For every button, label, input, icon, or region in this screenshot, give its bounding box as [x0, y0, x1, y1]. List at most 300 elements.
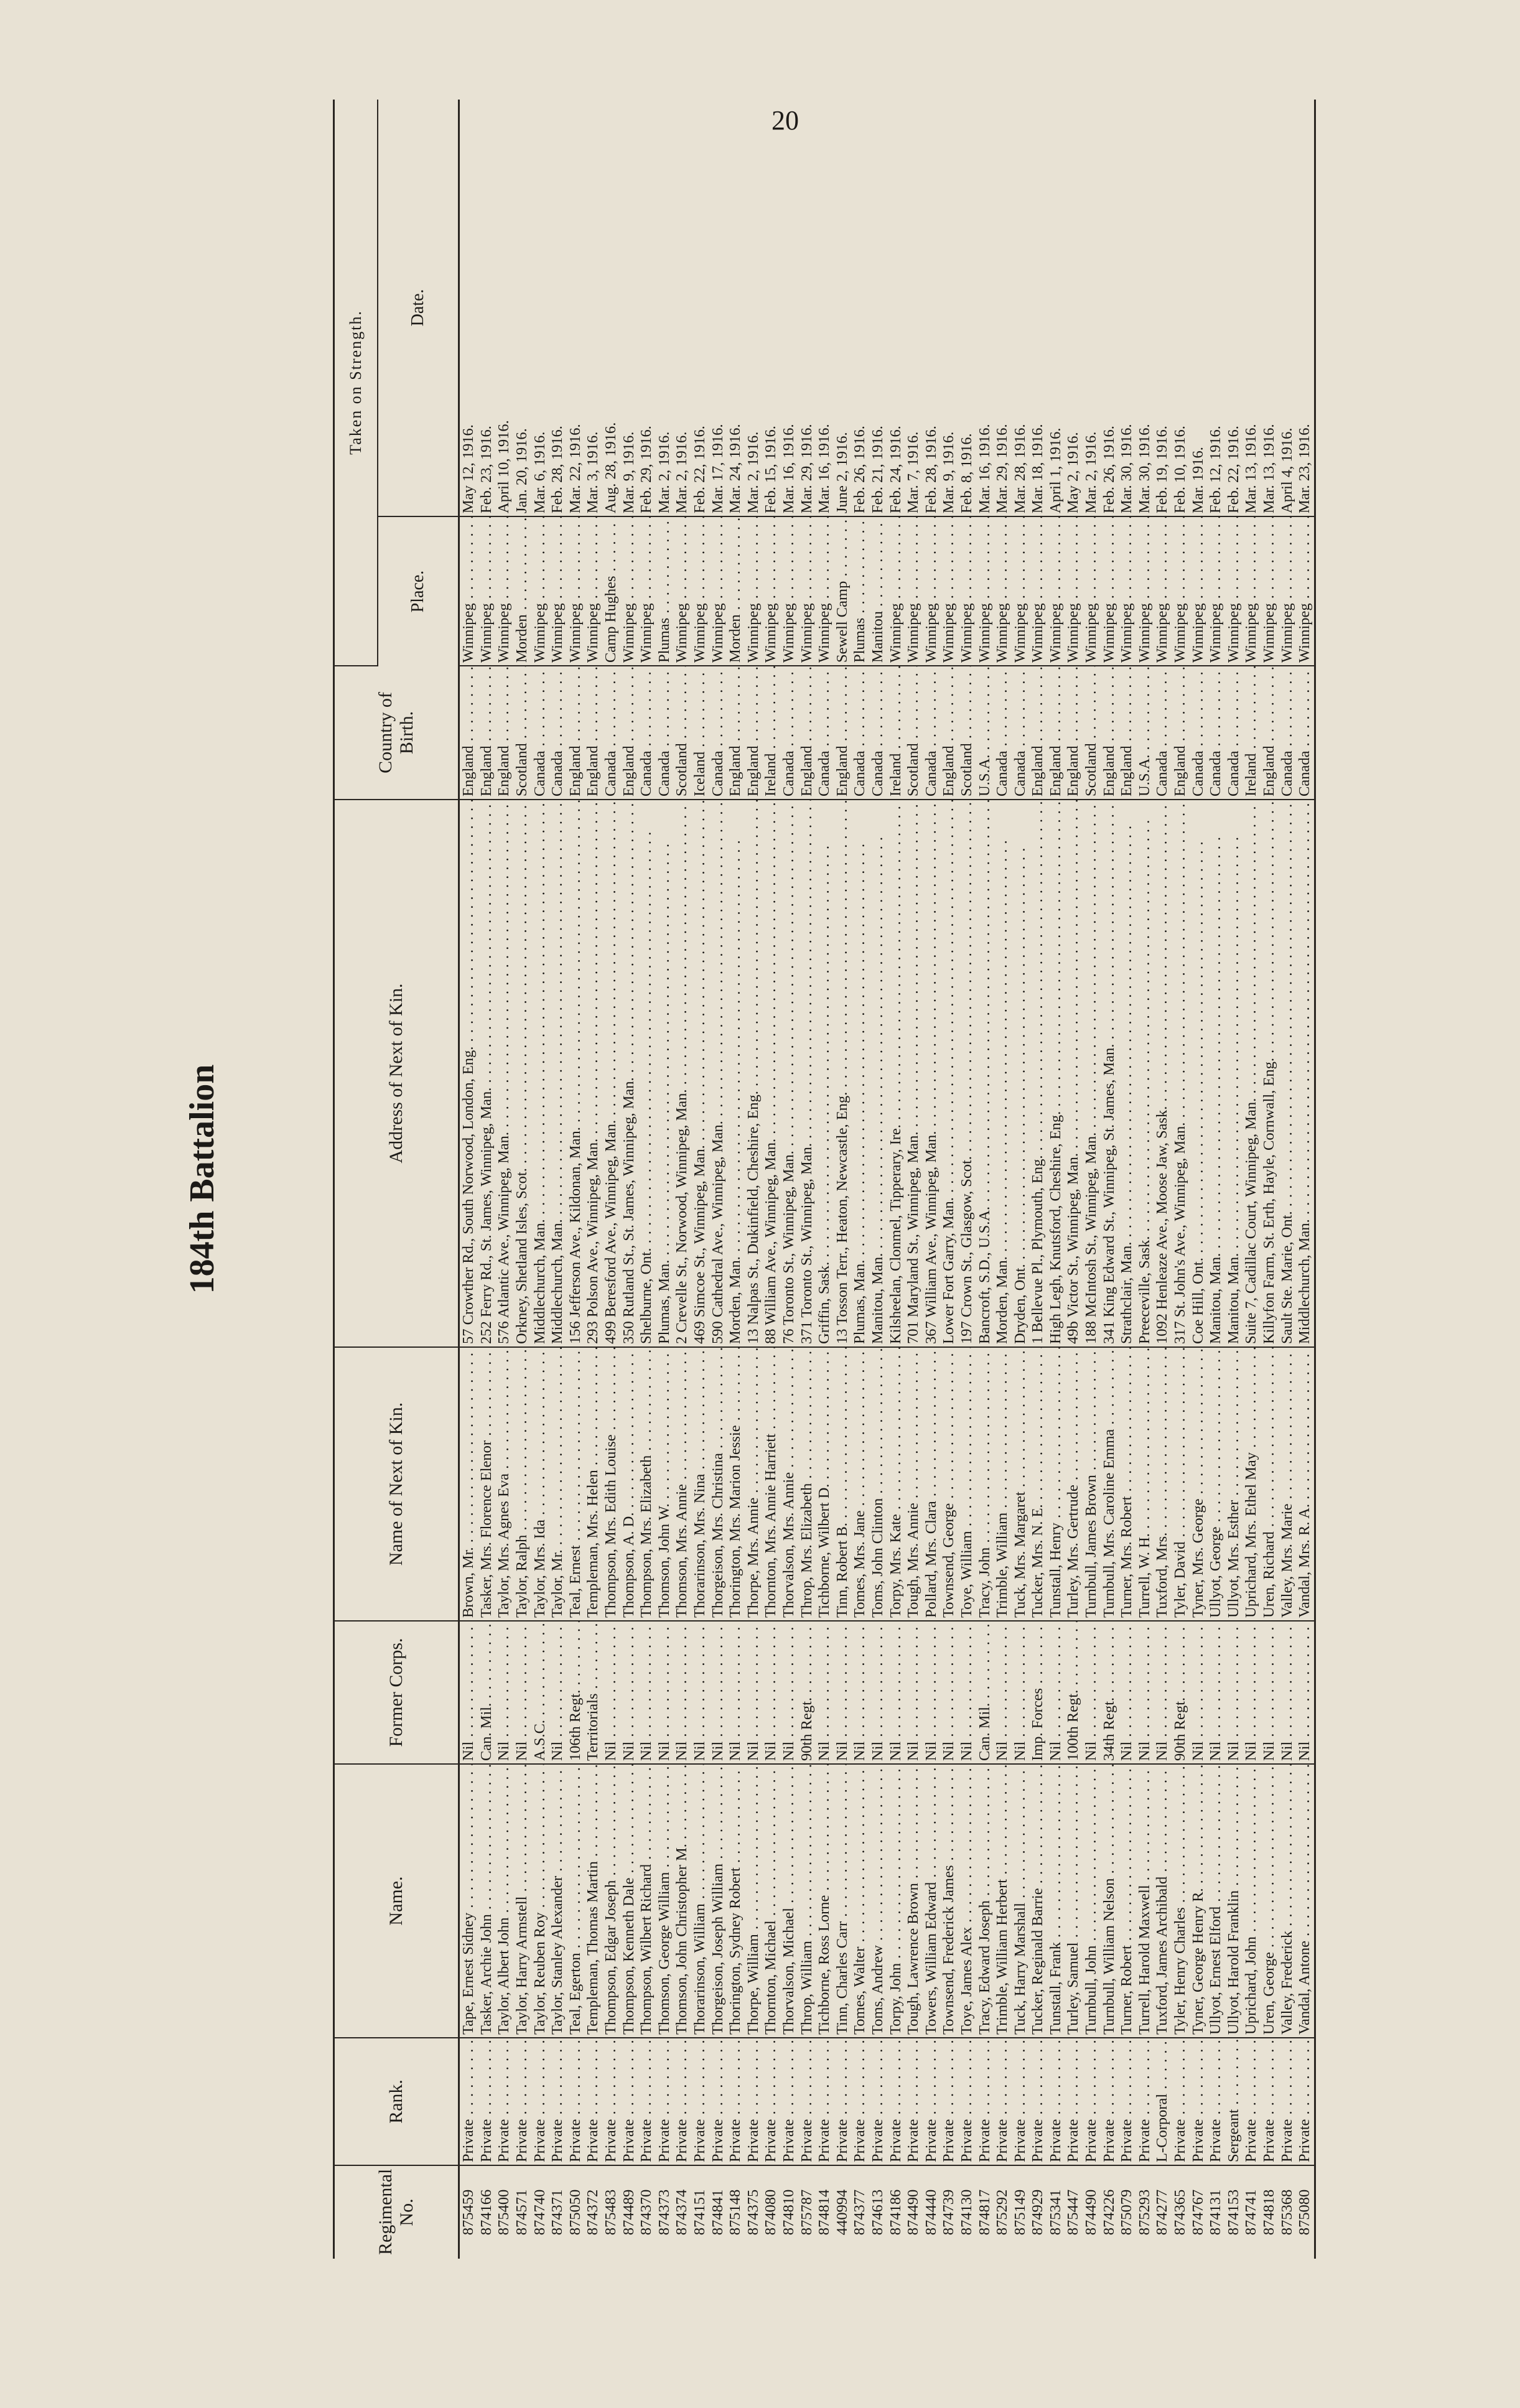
cell-next-of-kin: Vandal, Mrs. R. A. . . .: [1296, 1347, 1315, 1621]
cell-next-of-kin: Tucker, Mrs. N. E. . . .: [1029, 1347, 1047, 1621]
cell-place: Winnipeg . . .: [762, 516, 780, 666]
cell-place: Winnipeg . . .: [1047, 516, 1065, 666]
cell-date: Mar. 29, 1916.: [994, 100, 1012, 516]
cell-regimental-no: 875050: [566, 2189, 584, 2236]
cell-country-of-birth: England . . .: [940, 666, 958, 800]
cell-regimental-no: 875447: [1065, 2189, 1082, 2236]
table-row: [1029, 100, 1047, 2259]
cell-address: 197 Crown St., Glasgow, Scot. . . .: [958, 800, 976, 1347]
cell-date: Feb. 28, 1916.: [549, 100, 567, 516]
cell-regimental-no: 874370: [638, 2189, 655, 2236]
cell-name: Tinn, Charles Carr . . .: [833, 1764, 851, 2038]
table-row: [495, 100, 513, 2259]
cell-next-of-kin: Thorvalson, Mrs. Annie . . .: [780, 1347, 798, 1621]
cell-date: Mar. 2, 1916.: [673, 100, 691, 516]
cell-date: Feb. 8, 1916.: [958, 100, 976, 516]
cell-country-of-birth: England . . .: [620, 666, 638, 800]
cell-country-of-birth: England . . .: [727, 666, 745, 800]
cell-name: Tasker, Archie John . . .: [478, 1764, 496, 2038]
cell-place: Winnipeg . . .: [478, 516, 496, 666]
cell-next-of-kin: Tuck, Mrs. Margaret . . .: [1011, 1347, 1029, 1621]
cell-name: Ullyot, Ernest Elford . . .: [1207, 1764, 1225, 2038]
cell-address: 576 Atlantic Ave., Winnipeg, Man. . . .: [495, 800, 513, 1347]
cell-place: Plumas . . .: [656, 516, 674, 666]
cell-country-of-birth: Canada . . .: [994, 666, 1012, 800]
cell-date: April 1, 1916.: [1047, 100, 1065, 516]
cell-next-of-kin: Tuxford, Mrs. . . .: [1154, 1347, 1172, 1621]
cell-regimental-no: 874490: [905, 2189, 922, 2236]
cell-next-of-kin: Toye, William . . .: [958, 1347, 976, 1621]
cell-rank: Private . . .: [816, 2038, 834, 2165]
cell-country-of-birth: England . . .: [1118, 666, 1136, 800]
cell-name: Thompson, Edgar Joseph . . .: [602, 1764, 620, 2038]
table-row: [1261, 100, 1279, 2259]
cell-name: Throp, William . . .: [798, 1764, 816, 2038]
header-date: Date.: [378, 100, 459, 516]
cell-rank: Private . . .: [1011, 2038, 1029, 2165]
table-row: [745, 100, 763, 2259]
cell-former-corps: 100th Regt. . . .: [1065, 1621, 1083, 1764]
cell-regimental-no: 875368: [1278, 2189, 1295, 2236]
cell-rank: Private . . .: [673, 2038, 691, 2165]
cell-country-of-birth: Ireland . . .: [1243, 666, 1261, 800]
cell-address: Middlechurch, Man. . . .: [531, 800, 549, 1347]
cell-next-of-kin: Trimble, William . . .: [994, 1347, 1012, 1621]
cell-name: Tape, Ernest Sidney . . .: [459, 1764, 478, 2038]
cell-date: May 12, 1916.: [459, 100, 478, 516]
cell-address: 1 Bellevue Pl., Plymouth, Eng. . . .: [1029, 800, 1047, 1347]
header-name: Name.: [334, 1764, 459, 2038]
cell-country-of-birth: Canada . . .: [1278, 666, 1296, 800]
cell-name: Thorgeison, Joseph William . . .: [709, 1764, 727, 2038]
cell-rank: Private . . .: [549, 2038, 567, 2165]
cell-rank: Private . . .: [940, 2038, 958, 2165]
cell-date: Mar. 16, 1916.: [976, 100, 994, 516]
cell-name: Thorpe, William . . .: [745, 1764, 763, 2038]
cell-former-corps: Nil . . .: [1225, 1621, 1243, 1764]
cell-place: Winnipeg . . .: [1296, 516, 1315, 666]
cell-place: Winnipeg . . .: [958, 516, 976, 666]
cell-place: Winnipeg . . .: [1029, 516, 1047, 666]
cell-date: Jan. 20, 1916.: [513, 100, 531, 516]
cell-next-of-kin: Throp, Mrs. Elizabeth . . .: [798, 1347, 816, 1621]
cell-former-corps: Nil . . .: [1296, 1621, 1315, 1764]
cell-rank: Sergeant . . .: [1225, 2038, 1243, 2165]
cell-country-of-birth: England . . .: [1029, 666, 1047, 800]
cell-name: Thorington, Sydney Robert . . .: [727, 1764, 745, 2038]
cell-name: Uren, George . . .: [1261, 1764, 1279, 2038]
cell-former-corps: 34th Regt. . . .: [1100, 1621, 1118, 1764]
cell-next-of-kin: Thornton, Mrs. Annie Harriett . . .: [762, 1347, 780, 1621]
cell-country-of-birth: Canada . . .: [709, 666, 727, 800]
nominal-roll-table: [333, 100, 1316, 2259]
cell-date: Feb. 29, 1916.: [638, 100, 656, 516]
cell-next-of-kin: Brown, Mr. . . .: [459, 1347, 478, 1621]
cell-regimental-no: 875483: [602, 2189, 620, 2236]
page-number: 20: [772, 105, 799, 136]
cell-former-corps: Nil . . .: [459, 1621, 478, 1764]
cell-regimental-no: 874277: [1154, 2189, 1171, 2236]
table-row: [887, 100, 905, 2259]
cell-former-corps: Nil . . .: [495, 1621, 513, 1764]
table-row: [1189, 100, 1207, 2259]
cell-country-of-birth: England . . .: [1261, 666, 1279, 800]
cell-former-corps: Nil . . .: [940, 1621, 958, 1764]
cell-next-of-kin: Tinn, Robert B. . . .: [833, 1347, 851, 1621]
table-row: [1136, 100, 1154, 2259]
cell-date: Mar. 1916.: [1189, 100, 1207, 516]
table-row: [869, 100, 887, 2259]
cell-rank: Private . . .: [513, 2038, 531, 2165]
cell-name: Thornton, Michael . . .: [762, 1764, 780, 2038]
cell-regimental-no: 874440: [922, 2189, 940, 2236]
cell-former-corps: Nil . . .: [887, 1621, 905, 1764]
cell-regimental-no: 875148: [727, 2189, 744, 2236]
cell-name: Thompson, Kenneth Dale . . .: [620, 1764, 638, 2038]
cell-next-of-kin: Toms, John Clinton . . .: [869, 1347, 887, 1621]
cell-next-of-kin: Tyner, Mrs. George . . .: [1189, 1347, 1207, 1621]
cell-next-of-kin: Thorgeison, Mrs. Christina . . .: [709, 1347, 727, 1621]
cell-place: Winnipeg . . .: [798, 516, 816, 666]
cell-place: Winnipeg . . .: [691, 516, 709, 666]
cell-address: 350 Rutland St., St. James, Winnipeg, Man. . . .: [620, 800, 638, 1347]
cell-next-of-kin: Townsend, George . . .: [940, 1347, 958, 1621]
cell-date: April 10, 1916.: [495, 100, 513, 516]
cell-next-of-kin: Turnbull, Mrs. Caroline Emma . . .: [1100, 1347, 1118, 1621]
cell-date: Feb. 22, 1916.: [1225, 100, 1243, 516]
cell-regimental-no: 874377: [851, 2189, 869, 2236]
cell-country-of-birth: Canada . . .: [816, 666, 834, 800]
cell-name: Tuxford, James Archibald . . .: [1154, 1764, 1172, 2038]
cell-regimental-no: 874131: [1207, 2189, 1224, 2236]
cell-place: Winnipeg . . .: [1172, 516, 1190, 666]
cell-next-of-kin: Tough, Mrs. Annie . . .: [905, 1347, 923, 1621]
cell-country-of-birth: Canada . . .: [531, 666, 549, 800]
cell-rank: Private . . .: [1029, 2038, 1047, 2165]
cell-regimental-no: 874153: [1224, 2189, 1242, 2236]
cell-name: Trimble, William Herbert . . .: [994, 1764, 1012, 2038]
cell-regimental-no: 874740: [531, 2189, 548, 2236]
cell-rank: Private . . .: [780, 2038, 798, 2165]
cell-regimental-no: 874818: [1261, 2189, 1278, 2236]
cell-former-corps: Nil . . .: [1011, 1621, 1029, 1764]
cell-country-of-birth: Scotland . . .: [673, 666, 691, 800]
cell-former-corps: Nil . . .: [816, 1621, 834, 1764]
cell-rank: Private . . .: [478, 2038, 496, 2165]
cell-place: Winnipeg . . .: [1207, 516, 1225, 666]
table-row: [1065, 100, 1083, 2259]
cell-country-of-birth: Scotland . . .: [1083, 666, 1101, 800]
cell-address: High Legh, Knutsford, Cheshire, Eng. . . .: [1047, 800, 1065, 1347]
cell-name: Torpy, John . . .: [887, 1764, 905, 2038]
cell-rank: Private . . .: [745, 2038, 763, 2165]
cell-name: Toye, James Alex . . .: [958, 1764, 976, 2038]
cell-regimental-no: 874817: [976, 2189, 993, 2236]
cell-address: 2 Crevelle St., Norwood, Winnipeg, Man. . . .: [673, 800, 691, 1347]
cell-regimental-no: 874814: [816, 2189, 833, 2236]
cell-place: Winnipeg . . .: [459, 516, 478, 666]
cell-address: Kilsheelan, Clonmel, Tipperary, Ire. . . .: [887, 800, 905, 1347]
cell-former-corps: Nil . . .: [958, 1621, 976, 1764]
cell-date: Feb. 26, 1916.: [1100, 100, 1118, 516]
table-row: [833, 100, 851, 2259]
cell-country-of-birth: England . . .: [567, 666, 585, 800]
cell-date: Mar. 6, 1916.: [531, 100, 549, 516]
cell-next-of-kin: Thompson, Mrs. Elizabeth . . .: [638, 1347, 656, 1621]
cell-date: Mar. 17, 1916.: [709, 100, 727, 516]
battalion-title: 184th Battalion: [183, 1064, 221, 1294]
cell-former-corps: Nil . . .: [745, 1621, 763, 1764]
header-regimental-no: Regimental No.: [375, 2168, 417, 2255]
cell-country-of-birth: Ireland . . .: [887, 666, 905, 800]
cell-rank: Private . . .: [727, 2038, 745, 2165]
table-row: [994, 100, 1012, 2259]
cell-regimental-no: 875292: [994, 2189, 1011, 2236]
cell-regimental-no: 874371: [549, 2189, 566, 2236]
cell-place: Camp Hughes . . .: [602, 516, 620, 666]
cell-next-of-kin: Tunstall, Henry . . .: [1047, 1347, 1065, 1621]
cell-name: Tyler, Henry Charles . . .: [1172, 1764, 1190, 2038]
cell-next-of-kin: Ullyot, Mrs. Esther . . .: [1225, 1347, 1243, 1621]
cell-rank: Private . . .: [567, 2038, 585, 2165]
cell-former-corps: Can. Mil. . . .: [478, 1621, 496, 1764]
cell-name: Tomes, Walter . . .: [851, 1764, 869, 2038]
cell-regimental-no: 875459: [460, 2189, 477, 2236]
cell-country-of-birth: England . . .: [745, 666, 763, 800]
cell-name: Towers, William Edward . . .: [922, 1764, 940, 2038]
cell-place: Morden . . .: [513, 516, 531, 666]
cell-address: Morden, Man. . . .: [994, 800, 1012, 1347]
table-row: [762, 100, 780, 2259]
cell-country-of-birth: Scotland . . .: [513, 666, 531, 800]
cell-former-corps: Nil . . .: [1243, 1621, 1261, 1764]
cell-rank: Private . . .: [1278, 2038, 1296, 2165]
table-row: [584, 100, 602, 2259]
cell-address: 57 Crowther Rd., South Norwood, London, Eng. . . .: [459, 800, 478, 1347]
table-row: [1047, 100, 1065, 2259]
cell-regimental-no: 874810: [780, 2189, 797, 2236]
cell-former-corps: Nil . . .: [994, 1621, 1012, 1764]
cell-former-corps: Nil . . .: [727, 1621, 745, 1764]
cell-regimental-no: 874375: [744, 2189, 762, 2236]
cell-rank: Private . . .: [1296, 2038, 1315, 2165]
cell-place: Winnipeg . . .: [1100, 516, 1118, 666]
cell-address: Manitou, Man. . . .: [1225, 800, 1243, 1347]
table-row: [1243, 100, 1261, 2259]
cell-name: Townsend, Frederick James . . .: [940, 1764, 958, 2038]
cell-name: Vandal, Antone . . .: [1296, 1764, 1315, 2038]
cell-place: Winnipeg . . .: [1118, 516, 1136, 666]
cell-place: Winnipeg . . .: [905, 516, 923, 666]
cell-address: Griffin, Sask. . . .: [816, 800, 834, 1347]
cell-former-corps: Nil . . .: [1047, 1621, 1065, 1764]
cell-regimental-no: 874186: [887, 2189, 904, 2236]
cell-date: Mar. 2, 1916.: [745, 100, 763, 516]
cell-rank: Private . . .: [1047, 2038, 1065, 2165]
cell-address: Suite 7, Cadillac Court, Winnipeg, Man. . . .: [1243, 800, 1261, 1347]
cell-next-of-kin: Thomson, Mrs. Annie . . .: [673, 1347, 691, 1621]
cell-name: Tracy, Edward Joseph . . .: [976, 1764, 994, 2038]
cell-regimental-no: 440994: [833, 2189, 851, 2236]
cell-former-corps: Nil . . .: [1189, 1621, 1207, 1764]
cell-place: Morden . . .: [727, 516, 745, 666]
cell-regimental-no: 874130: [958, 2189, 975, 2236]
cell-name: Taylor, Reuben Roy . . .: [531, 1764, 549, 2038]
cell-place: Winnipeg . . .: [780, 516, 798, 666]
cell-address: 1092 Henleaze Ave., Moose Jaw, Sask. . . .: [1154, 800, 1172, 1347]
cell-regimental-no: 875079: [1118, 2189, 1135, 2236]
cell-date: Feb. 15, 1916.: [762, 100, 780, 516]
cell-rank: Private . . .: [1100, 2038, 1118, 2165]
cell-regimental-no: 874489: [620, 2189, 637, 2236]
cell-place: Winnipeg . . .: [994, 516, 1012, 666]
cell-former-corps: Nil . . .: [1261, 1621, 1279, 1764]
cell-name: Turrell, Harold Maxwell . . .: [1136, 1764, 1154, 2038]
cell-date: Mar. 16, 1916.: [816, 100, 834, 516]
cell-place: Winnipeg . . .: [1065, 516, 1083, 666]
cell-rank: Private . . .: [887, 2038, 905, 2165]
cell-address: Morden, Man. . . .: [727, 800, 745, 1347]
cell-name: Taylor, Stanley Alexander . . .: [549, 1764, 567, 2038]
cell-former-corps: Nil . . .: [780, 1621, 798, 1764]
cell-country-of-birth: England . . .: [1065, 666, 1083, 800]
cell-next-of-kin: Turnbull, James Brown . . .: [1083, 1347, 1101, 1621]
cell-rank: Private . . .: [1118, 2038, 1136, 2165]
cell-date: Mar. 18, 1916.: [1029, 100, 1047, 516]
table-row: [478, 100, 496, 2259]
cell-next-of-kin: Thorington, Mrs. Marion Jessie . . .: [727, 1347, 745, 1621]
cell-place: Winnipeg . . .: [1011, 516, 1029, 666]
cell-date: Feb. 10, 1916.: [1172, 100, 1190, 516]
cell-place: Winnipeg . . .: [976, 516, 994, 666]
cell-next-of-kin: Taylor, Mrs. Ida . . .: [531, 1347, 549, 1621]
cell-name: Ullyot, Harold Franklin . . .: [1225, 1764, 1243, 2038]
cell-former-corps: Nil . . .: [673, 1621, 691, 1764]
cell-country-of-birth: Canada . . .: [869, 666, 887, 800]
cell-country-of-birth: Canada . . .: [780, 666, 798, 800]
cell-place: Winnipeg . . .: [638, 516, 656, 666]
cell-rank: Private . . .: [905, 2038, 923, 2165]
table-row: [1118, 100, 1136, 2259]
cell-next-of-kin: Taylor, Mrs. Agnes Eva . . .: [495, 1347, 513, 1621]
cell-rank: Private . . .: [638, 2038, 656, 2165]
cell-place: Winnipeg . . .: [495, 516, 513, 666]
cell-date: Feb. 19, 1916.: [1154, 100, 1172, 516]
cell-country-of-birth: Canada . . .: [922, 666, 940, 800]
cell-regimental-no: 874151: [691, 2189, 709, 2236]
table-row: [1278, 100, 1296, 2259]
cell-former-corps: Imp. Forces . . .: [1029, 1621, 1047, 1764]
cell-place: Winnipeg . . .: [620, 516, 638, 666]
cell-date: Mar. 29, 1916.: [798, 100, 816, 516]
cell-former-corps: Nil . . .: [1207, 1621, 1225, 1764]
cell-name: Templeman, Thomas Martin . . .: [584, 1764, 602, 2038]
cell-former-corps: Can. Mil. . . .: [976, 1621, 994, 1764]
cell-next-of-kin: Thorarinson, Mrs. Nina . . .: [691, 1347, 709, 1621]
cell-former-corps: Nil . . .: [638, 1621, 656, 1764]
cell-rank: Private . . .: [531, 2038, 549, 2165]
cell-rank: Private . . .: [709, 2038, 727, 2165]
cell-regimental-no: 875787: [798, 2189, 815, 2236]
header-next-of-kin: Name of Next of Kin.: [334, 1347, 459, 1621]
cell-name: Thompson, Wilbert Richard . . .: [638, 1764, 656, 2038]
table-row: [727, 100, 745, 2259]
cell-country-of-birth: Canada . . .: [1154, 666, 1172, 800]
cell-country-of-birth: England . . .: [459, 666, 478, 800]
cell-country-of-birth: England . . .: [1172, 666, 1190, 800]
cell-former-corps: Nil . . .: [602, 1621, 620, 1764]
cell-next-of-kin: Turrell, W. H. . . .: [1136, 1347, 1154, 1621]
cell-next-of-kin: Tasker, Mrs. Florence Elenor . . .: [478, 1347, 496, 1621]
cell-country-of-birth: England . . .: [495, 666, 513, 800]
cell-rank: Private . . .: [958, 2038, 976, 2165]
cell-rank: Private . . .: [620, 2038, 638, 2165]
cell-former-corps: Nil . . .: [905, 1621, 923, 1764]
cell-address: Lower Fort Garry, Man. . . .: [940, 800, 958, 1347]
table-row: [1296, 100, 1315, 2259]
cell-rank: Private . . .: [851, 2038, 869, 2165]
cell-address: 590 Cathedral Ave., Winnipeg, Man. . . .: [709, 800, 727, 1347]
cell-address: 252 Ferry Rd., St. James, Winnipeg, Man. . . .: [478, 800, 496, 1347]
cell-rank: Private . . .: [459, 2038, 478, 2165]
cell-country-of-birth: Iceland . . .: [691, 666, 709, 800]
cell-name: Teal, Egerton . . .: [567, 1764, 585, 2038]
cell-address: 341 King Edward St., Winnipeg, St. James, Man. . . .: [1100, 800, 1118, 1347]
cell-country-of-birth: Canada . . .: [638, 666, 656, 800]
cell-rank: Private . . .: [656, 2038, 674, 2165]
cell-address: Orkney, Shetland Isles, Scot. . . .: [513, 800, 531, 1347]
cell-rank: Private . . .: [1243, 2038, 1261, 2165]
cell-rank: Private . . .: [798, 2038, 816, 2165]
cell-next-of-kin: Taylor, Ralph . . .: [513, 1347, 531, 1621]
header-taken-on-strength: Taken on Strength.: [334, 100, 378, 666]
cell-address: 317 St. John's Ave., Winnipeg, Man. . . .: [1172, 800, 1190, 1347]
cell-place: Winnipeg . . .: [709, 516, 727, 666]
table-row: [620, 100, 638, 2259]
cell-rank: Private . . .: [1207, 2038, 1225, 2165]
cell-regimental-no: 874166: [477, 2189, 495, 2236]
cell-date: Mar. 3, 1916.: [584, 100, 602, 516]
table-row: [958, 100, 976, 2259]
cell-rank: Private . . .: [762, 2038, 780, 2165]
header-rank: Rank.: [334, 2038, 459, 2165]
cell-address: Preeceville, Sask. . . .: [1136, 800, 1154, 1347]
cell-name: Tucker, Reginald Barrie . . .: [1029, 1764, 1047, 2038]
table-row: [851, 100, 869, 2259]
cell-place: Winnipeg . . .: [922, 516, 940, 666]
cell-address: Dryden, Ont. . . .: [1011, 800, 1029, 1347]
cell-rank: Private . . .: [833, 2038, 851, 2165]
cell-place: Winnipeg . . .: [1225, 516, 1243, 666]
cell-former-corps: Nil . . .: [656, 1621, 674, 1764]
cell-date: Feb. 21, 1916.: [869, 100, 887, 516]
table-row: [549, 100, 567, 2259]
cell-date: Mar. 24, 1916.: [727, 100, 745, 516]
cell-regimental-no: 874373: [655, 2189, 673, 2236]
cell-place: Winnipeg . . .: [940, 516, 958, 666]
cell-former-corps: Nil . . .: [922, 1621, 940, 1764]
cell-date: Mar. 9, 1916.: [940, 100, 958, 516]
cell-name: Valley, Frederick . . .: [1278, 1764, 1296, 2038]
cell-place: Plumas . . .: [851, 516, 869, 666]
cell-next-of-kin: Teal, Ernest . . .: [567, 1347, 585, 1621]
cell-next-of-kin: Thorpe, Mrs. Annie . . .: [745, 1347, 763, 1621]
cell-place: Winnipeg . . .: [1154, 516, 1172, 666]
cell-name: Turner, Robert . . .: [1118, 1764, 1136, 2038]
cell-rank: Private . . .: [922, 2038, 940, 2165]
table-row: [816, 100, 834, 2259]
cell-country-of-birth: Canada . . .: [656, 666, 674, 800]
